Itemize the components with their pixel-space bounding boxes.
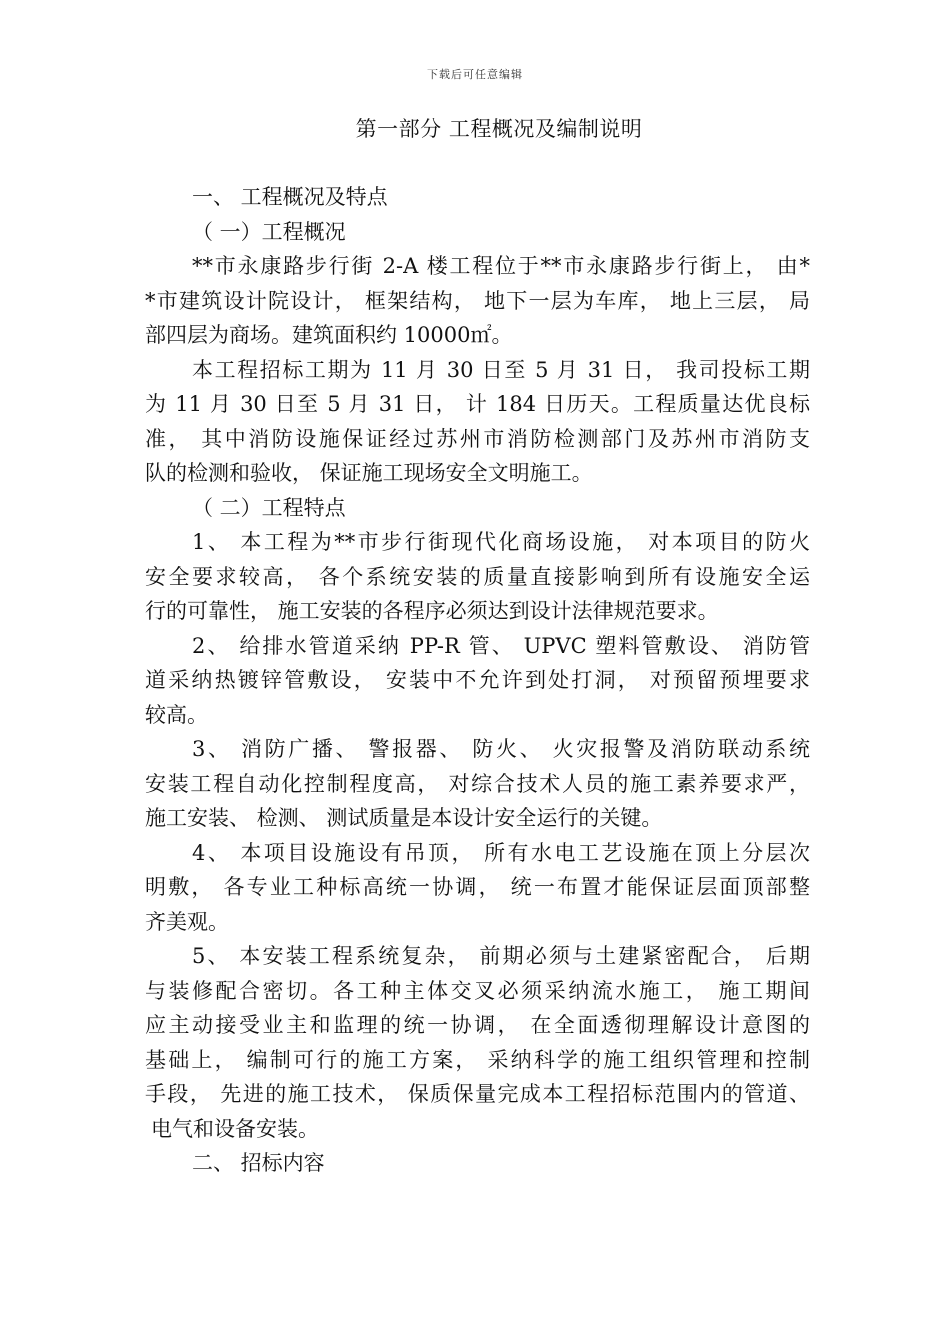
section-heading: 一、 工程概况及特点: [192, 185, 388, 209]
section-heading: 二、 招标内容: [192, 1151, 325, 1175]
document-body: [145, 180, 810, 1181]
paragraph-line: 队的检测和验收， 保证施工现场安全文明施工。: [145, 461, 593, 485]
paragraph-line: 安全要求较高， 各个系统安装的质量直接影响到所有设施安全运: [145, 564, 810, 589]
paragraph-line: 手段， 先进的施工技术， 保质保量完成本工程招标范围内的管道、: [145, 1082, 810, 1106]
paragraph-line: 与装修配合密切。各工种主体交叉必须采纳流水施工， 施工期间: [145, 978, 810, 1003]
paragraph-line: 电气和设备安装。: [151, 1116, 319, 1141]
subsection-heading: （ 一）工程概况: [192, 219, 346, 244]
paragraph-line: 5、 本安装工程系统复杂， 前期必须与土建紧密配合， 后期: [192, 944, 810, 968]
paragraph-line: 4、 本项目设施设有吊顶， 所有水电工艺设施在顶上分层次: [192, 840, 810, 865]
paragraph-line: 为 11 月 30 日至 5 月 31 日， 计 184 日历天。工程质量达优良标: [145, 392, 810, 416]
paragraph-line: 本工程招标工期为 11 月 30 日至 5 月 31 日， 我司投标工期: [192, 357, 810, 382]
paragraph-line: 安装工程自动化控制程度高， 对综合技术人员的施工素养要求严，: [145, 771, 810, 796]
paragraph-line: 部四层为商场。建筑面积约 10000㎡。: [145, 323, 513, 347]
header-note: 下载后可任意编辑: [427, 68, 523, 81]
paragraph-line: 基础上， 编制可行的施工方案， 采纳科学的施工组织管理和控制: [145, 1047, 810, 1072]
paragraph-line: *市建筑设计院设计， 框架结构， 地下一层为车库， 地上三层， 局: [145, 288, 810, 313]
paragraph-line: 1、 本工程为**市步行街现代化商场设施， 对本项目的防火: [192, 530, 810, 554]
document-title: 第一部分 工程概况及编制说明: [355, 117, 643, 141]
paragraph-line: 2、 给排水管道采纳 PP-R 管、 UPVC 塑料管敷设、 消防管: [192, 633, 810, 658]
paragraph-line: 齐美观。: [145, 909, 229, 934]
paragraph-line: 明敷， 各专业工种标高统一协调， 统一布置才能保证层面顶部整: [145, 875, 810, 899]
paragraph-line: 道采纳热镀锌管敷设， 安装中不允许到处打洞， 对预留预埋要求: [145, 668, 810, 692]
paragraph-line: **市永康路步行街 2-A 楼工程位于**市永康路步行街上， 由*: [192, 254, 810, 278]
paragraph-line: 应主动接受业主和监理的统一协调， 在全面透彻理解设计意图的: [145, 1013, 810, 1037]
paragraph-line: 准， 其中消防设施保证经过苏州市消防检测部门及苏州市消防支: [145, 426, 810, 451]
paragraph-line: 施工安装、 检测、 测试质量是本设计安全运行的关键。: [145, 806, 663, 830]
paragraph-line: 行的可靠性， 施工安装的各程序必须达到设计法律规范要求。: [145, 599, 719, 623]
subsection-heading: （ 二）工程特点: [192, 495, 346, 520]
paragraph-line: 较高。: [145, 702, 208, 727]
paragraph-line: 3、 消防广播、 警报器、 防火、 火灾报警及消防联动系统: [192, 737, 810, 761]
